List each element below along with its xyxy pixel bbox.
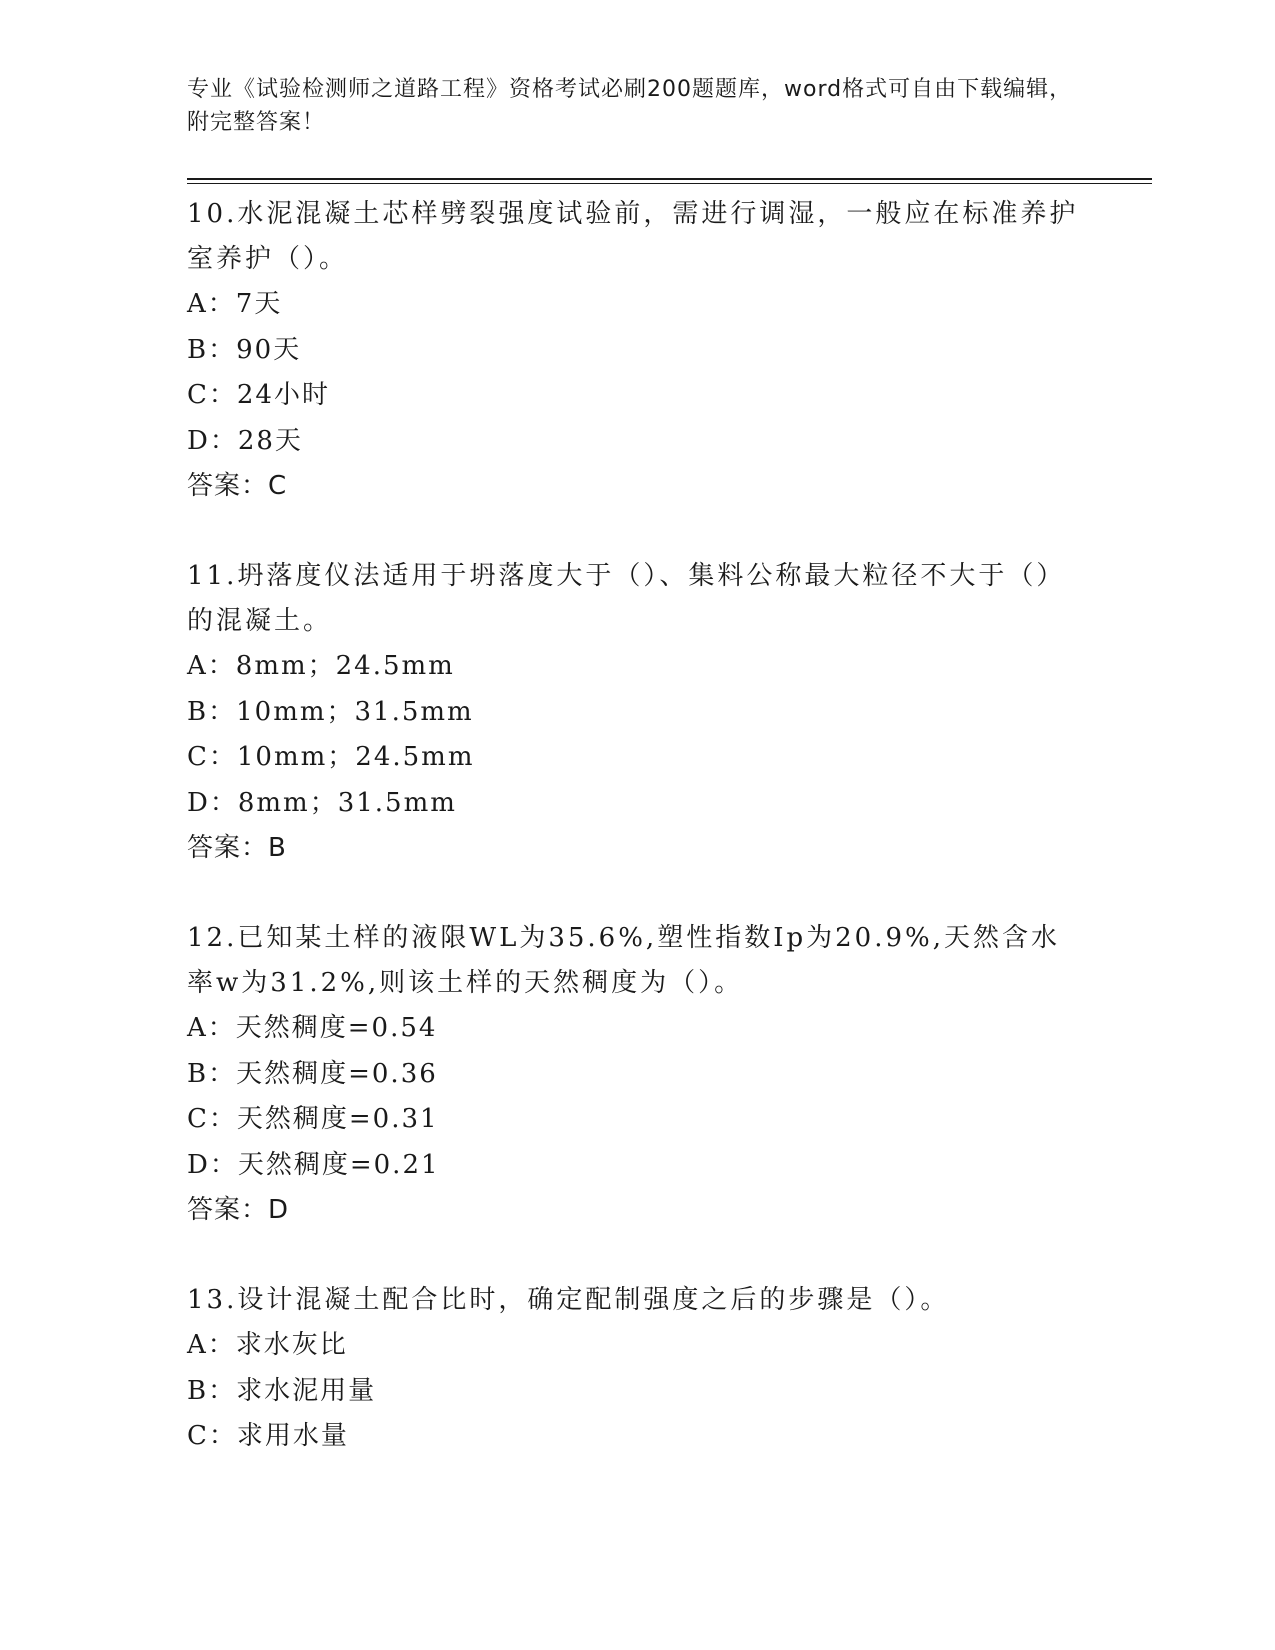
header-divider-thin (187, 183, 1152, 184)
option-a: A：8mm；24.5mm (187, 651, 455, 681)
option-c: C：求用水量 (187, 1421, 349, 1451)
question-11 (187, 554, 1087, 871)
question-stem: 10.水泥混凝土芯样劈裂强度试验前，需进行调湿，一般应在标准养护室养护（）。 (187, 199, 1079, 274)
question-10 (187, 192, 1087, 509)
option-d: D：8mm；31.5mm (187, 787, 457, 818)
question-stem: 13.设计混凝土配合比时，确定配制强度之后的步骤是（）。 (187, 1285, 950, 1315)
answer: 答案：B (187, 833, 287, 863)
question-list (187, 192, 1087, 1505)
option-c: C：天然稠度=0.31 (187, 1104, 439, 1134)
question-12 (187, 916, 1087, 1233)
option-b: B：天然稠度=0.36 (187, 1058, 438, 1089)
option-c: C：10mm；24.5mm (187, 742, 475, 772)
answer: 答案：C (187, 471, 288, 501)
question-13 (187, 1278, 1087, 1460)
option-c: C：24小时 (187, 380, 330, 410)
option-b: B：求水泥用量 (187, 1375, 377, 1406)
question-stem: 12.已知某土样的液限WL为35.6%,塑性指数Ip为20.9%,天然含水率w为31.2%,则该土样的天然稠度为（）。 (187, 923, 1060, 998)
answer: 答案：D (187, 1195, 290, 1225)
option-d: D：天然稠度=0.21 (187, 1149, 440, 1180)
option-b: B：10mm；31.5mm (187, 696, 474, 727)
option-a: A：求水灰比 (187, 1330, 348, 1360)
document-header: 专业《试验检测师之道路工程》资格考试必刷200题题库，word格式可自由下载编辑，附完整答案！ (187, 77, 1073, 135)
option-a: A：天然稠度=0.54 (187, 1013, 438, 1043)
question-stem: 11.坍落度仪法适用于坍落度大于（）、集料公称最大粒径不大于（）的混凝土。 (187, 561, 1066, 636)
header-divider-thick (187, 178, 1152, 180)
option-b: B：90天 (187, 334, 302, 365)
option-a: A：7天 (187, 289, 283, 319)
option-d: D：28天 (187, 425, 303, 456)
